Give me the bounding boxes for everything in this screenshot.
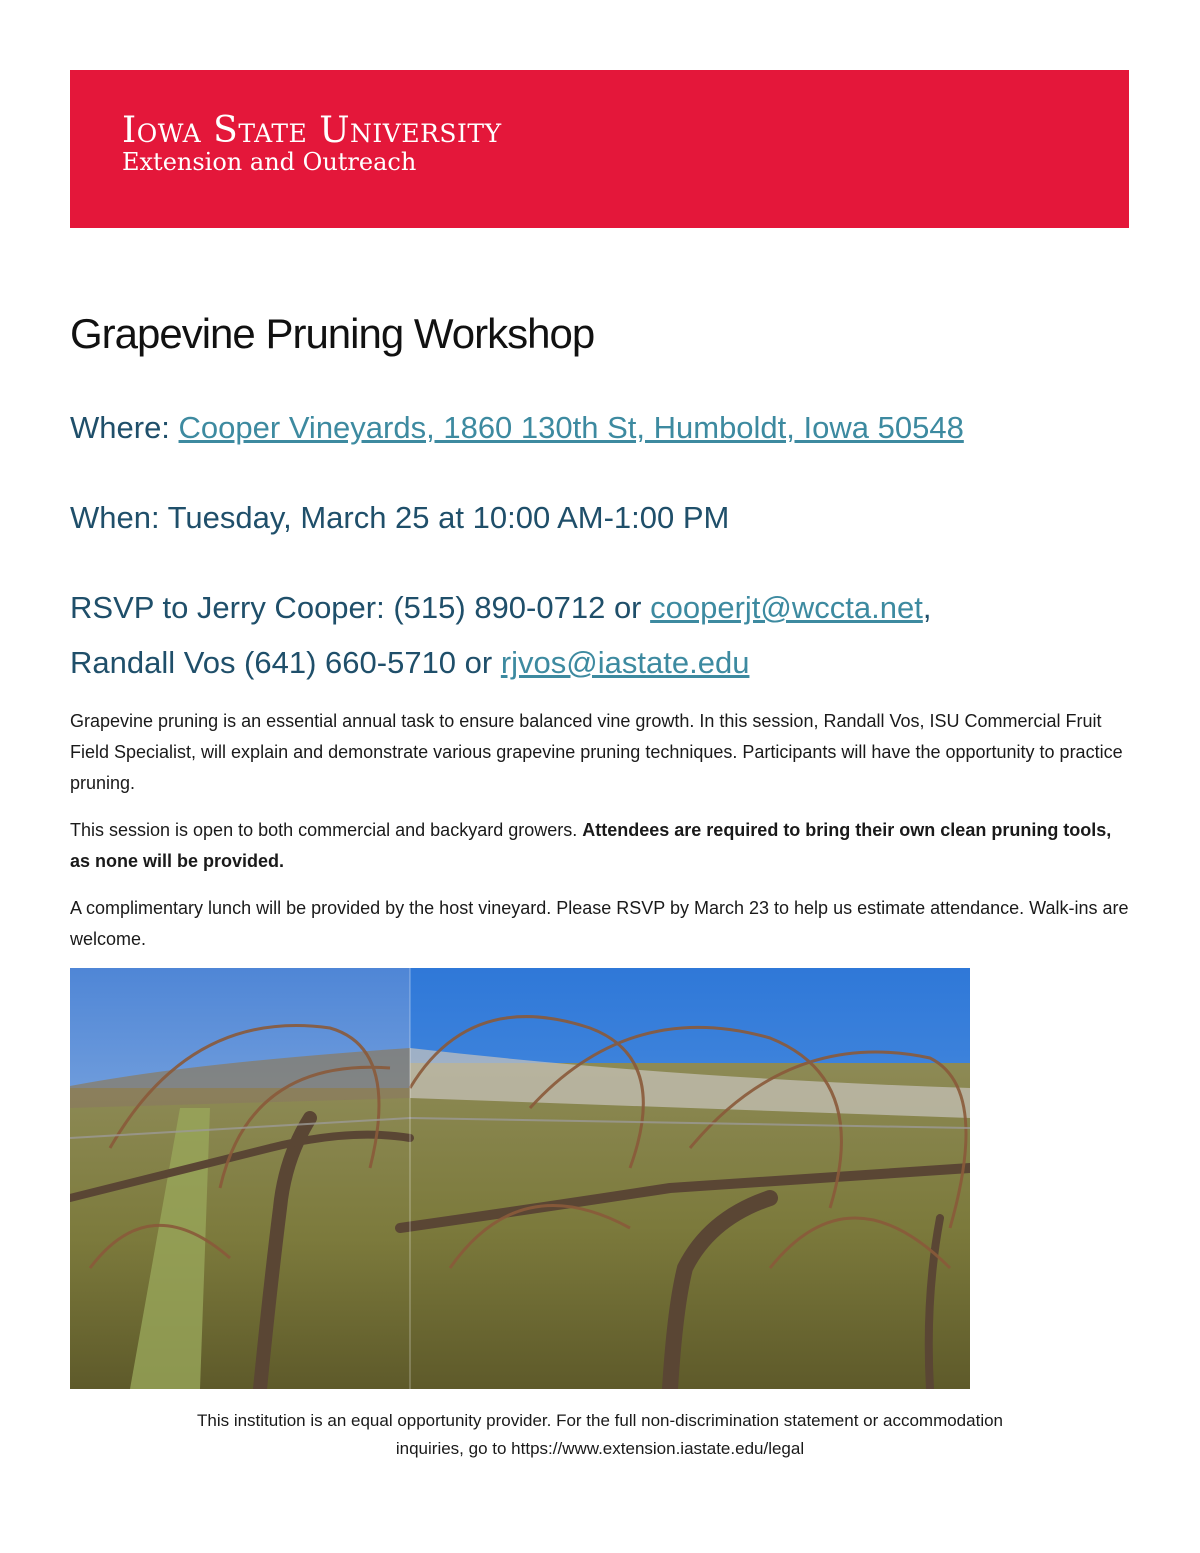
isu-wordmark-logo <box>122 112 502 176</box>
footer-line-1: This institution is an equal opportunity provider. For the full non-discrimination statement or accommodation <box>196 1411 1003 1430</box>
rsvp-suffix-1: , <box>922 590 932 625</box>
header-banner <box>70 70 1129 228</box>
unit-name: Extension and Outreach <box>122 148 417 176</box>
requirements-normal: This session is open to both commercial and backyard growers. <box>70 820 583 840</box>
where-line <box>70 410 964 446</box>
university-name: Iowa State University <box>122 110 502 151</box>
lunch-paragraph: A complimentary lunch will be provided by the host vineyard. Please RSVP by March 23 to help us estimate attendance. Walk-ins are welcome. <box>70 898 1129 949</box>
where-label: Where: <box>70 410 179 445</box>
location-link[interactable]: Cooper Vineyards, 1860 130th St, Humboldt, Iowa 50548 <box>178 410 964 445</box>
rsvp-prefix-1: RSVP to Jerry Cooper: (515) 890-0712 or <box>70 590 651 625</box>
rsvp-line-1 <box>70 590 931 626</box>
vineyard-photo <box>70 968 970 1389</box>
footer-line-2: inquiries, go to https://www.extension.iastate.edu/legal <box>395 1439 805 1458</box>
email-link-vos[interactable]: rjvos@iastate.edu <box>500 645 750 680</box>
requirements-bold: Attendees are required to bring their own clean pruning tools, as none will be provided. <box>70 820 1112 871</box>
rsvp-prefix-2: Randall Vos (641) 660-5710 or <box>70 645 501 680</box>
requirements-paragraph <box>70 815 1130 877</box>
description-paragraph: Grapevine pruning is an essential annual task to ensure balanced vine growth. In this session, Randall Vos, ISU Commercial Fruit Field Specialist, will explain and demonstrate various grapevine pruning techniques. Participants will have the opportunity to practice pruning. <box>70 711 1123 793</box>
email-link-cooper[interactable]: cooperjt@wccta.net <box>650 590 923 625</box>
page-title: Grapevine Pruning Workshop <box>70 310 595 357</box>
rsvp-line-2 <box>70 645 749 681</box>
footer-disclaimer <box>70 1407 1130 1463</box>
when-line: When: Tuesday, March 25 at 10:00 AM-1:00 PM <box>70 500 730 535</box>
